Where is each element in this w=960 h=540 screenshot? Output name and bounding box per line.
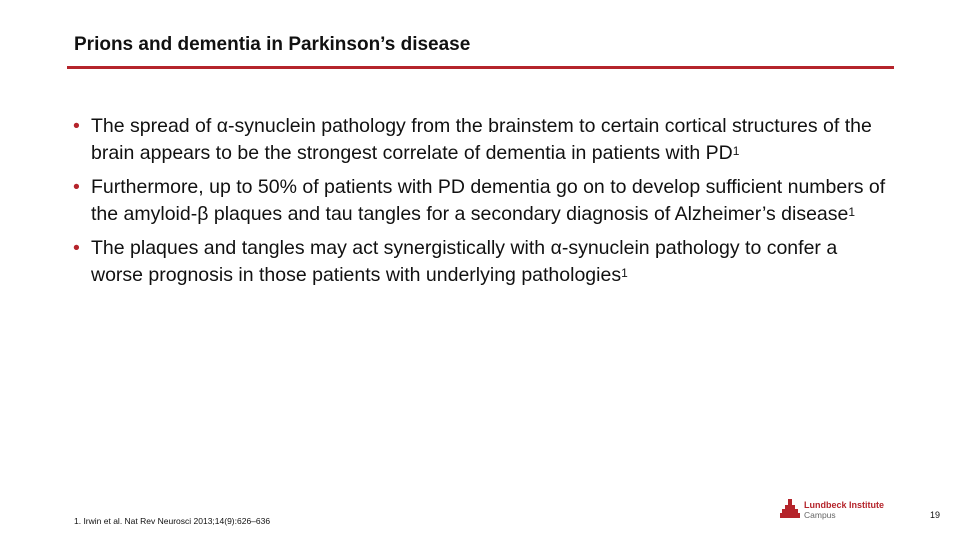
- bullet-text: Furthermore, up to 50% of patients with PD dementia go on to develop sufficient numbers of the amyloid-β plaques and tau tangles for a secondary diagnosis of Alzheimer’s disease: [91, 176, 886, 225]
- bullet-marker-icon: •: [73, 237, 80, 259]
- title-divider: [67, 66, 894, 69]
- footnote-ref: 1: [848, 205, 856, 219]
- bullet-text: The spread of α-synuclein pathology from the brainstem to certain cortical structures of the brain appears to be the strongest correlate of dementia in patients with PD: [91, 115, 872, 164]
- lundbeck-logo-icon: [780, 499, 800, 519]
- slide-title: Prions and dementia in Parkinson’s disease: [74, 34, 471, 55]
- bullet-marker-icon: •: [73, 176, 80, 198]
- footnote-ref: 1: [621, 266, 628, 280]
- footnote-ref: 1: [732, 144, 740, 158]
- logo: [780, 498, 900, 522]
- logo-subtitle: Campus: [804, 510, 836, 520]
- bullet-item: [73, 174, 893, 228]
- logo-title: Lundbeck Institute: [804, 500, 885, 510]
- bullet-item: [73, 235, 893, 289]
- page-number: 19: [930, 510, 941, 520]
- bullet-marker-icon: •: [73, 115, 80, 137]
- footnote: 1. Irwin et al. Nat Rev Neurosci 2013;14(9):626–636: [74, 516, 271, 526]
- bullet-list: [73, 113, 893, 296]
- bullet-text: The plaques and tangles may act synergistically with α-synuclein pathology to confer a worse prognosis in those patients with underlying pathologies: [91, 237, 838, 286]
- bullet-item: [73, 113, 893, 167]
